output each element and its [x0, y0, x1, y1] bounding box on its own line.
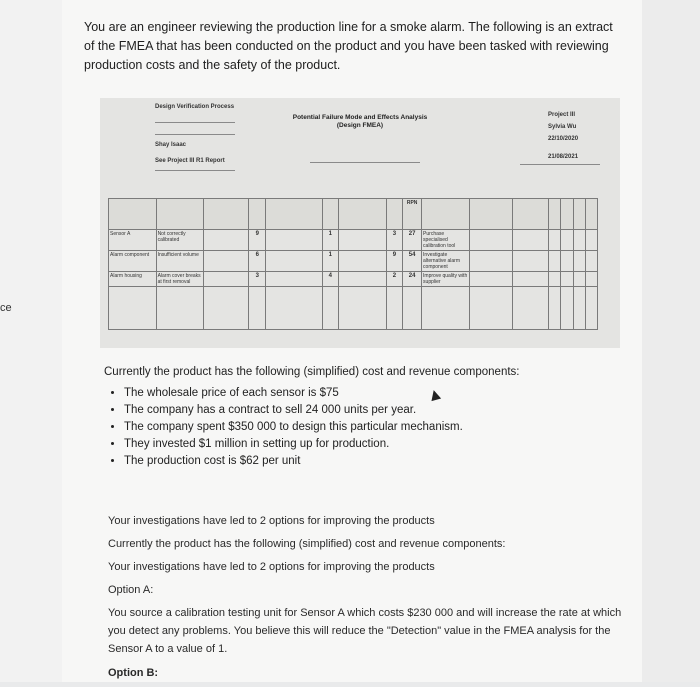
list-item: • The wholesale price of each sensor is $75 [124, 385, 520, 402]
fmea-revision-date: 21/08/2021 [548, 154, 579, 160]
fmea-col-rpn: RPN [403, 199, 422, 230]
fmea-prepared-by: Sylvia Wu [548, 124, 577, 130]
list-item: • The company has a contract to sell 24 000 units per year. [124, 402, 520, 419]
fmea-row-occ: 1 [322, 251, 339, 272]
options-intro-2: Currently the product has the following (simplified) cost and revenue components: [108, 538, 506, 550]
list-item: • The production cost is $62 per unit [124, 453, 520, 470]
fmea-design-verification: Design Verification Process [155, 104, 235, 110]
document-page [62, 0, 642, 682]
fmea-row-item: Sensor A [109, 230, 157, 251]
fmea-row-rpn: 54 [403, 251, 422, 272]
fmea-row-occ: 4 [322, 272, 339, 287]
fmea-row-sev: 3 [249, 272, 266, 287]
cost-components-section [104, 364, 520, 470]
intro-paragraph: You are an engineer reviewing the production line for a smoke alarm. The following is an extract of the FMEA that has been conducted on the product and you have been tasked with reviewing production costs and the safety of the product. [84, 20, 613, 72]
fmea-row-failure: Not correctly calibrated [156, 230, 204, 251]
fmea-row-sev: 9 [249, 230, 266, 251]
fmea-row [109, 251, 598, 272]
fmea-row-det: 9 [386, 251, 403, 272]
list-item: • They invested $1 million in setting up for production. [124, 436, 520, 453]
list-item: • The company spent $350 000 to design this particular mechanism. [124, 419, 520, 436]
fmea-row-action: Investigate alternative alarm component [422, 251, 470, 272]
fmea-shay: Shay Isaac [155, 142, 187, 148]
fmea-row-item: Alarm housing [109, 272, 157, 287]
fmea-table-image [100, 98, 620, 348]
fmea-row [109, 272, 598, 287]
fmea-row-action: Purchase specialised calibration tool [422, 230, 470, 251]
fmea-row-failure: Alarm cover breaks at first removal [156, 272, 204, 287]
fmea-row-sev: 6 [249, 251, 266, 272]
fmea-row-item: Alarm component [109, 251, 157, 272]
options-intro-3: Your investigations have led to 2 options for improving the products [108, 561, 435, 573]
options-intro-1: Your investigations have led to 2 options for improving the products [108, 515, 435, 527]
fmea-row-rpn: 27 [403, 230, 422, 251]
fmea-grid [108, 198, 598, 330]
fmea-row-failure: Insufficient volume [156, 251, 204, 272]
cost-components-list [104, 385, 520, 470]
option-a-text: You source a calibration testing unit for Sensor A which costs $230 000 and will increase the rate at which you detect any problems. You believe this will reduce the "Detection" value in the FMEA analysis for the Sensor A to a value of 1. [108, 607, 622, 655]
cost-components-title: Currently the product has the following (simplified) cost and revenue components: [104, 366, 520, 378]
fmea-title: Potential Failure Mode and Effects Analysis (Design FMEA) [292, 114, 428, 129]
fmea-project-ref: See Project III R1 Report [155, 158, 225, 164]
fmea-row [109, 230, 598, 251]
option-b-label: Option B: [108, 667, 159, 679]
options-section [108, 512, 628, 687]
fmea-row-rpn: 24 [403, 272, 422, 287]
right-margin-strip [642, 0, 700, 682]
option-a-label: Option A: [108, 584, 154, 596]
fmea-date: 22/10/2020 [548, 136, 579, 142]
fmea-row-occ: 1 [322, 230, 339, 251]
left-margin-strip [0, 0, 62, 682]
fmea-row-action: Improve quality with supplier [423, 273, 468, 285]
side-text-fragment: ce [0, 302, 12, 314]
fmea-row-det: 3 [386, 230, 403, 251]
fmea-row-det: 2 [386, 272, 403, 287]
fmea-project: Project III [548, 112, 576, 118]
